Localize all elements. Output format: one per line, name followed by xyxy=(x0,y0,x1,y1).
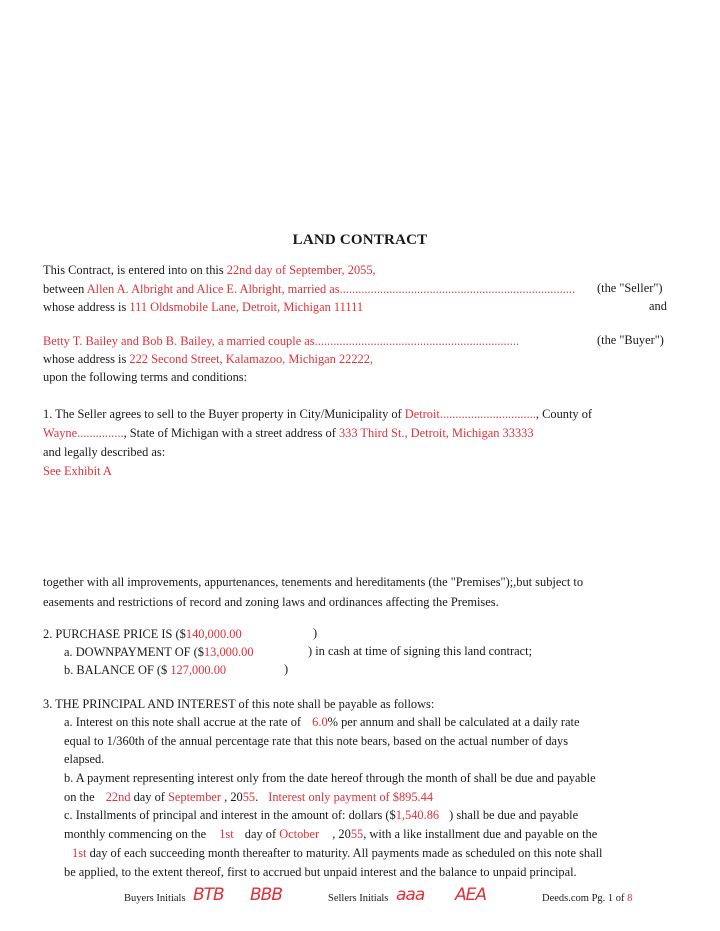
intro-prefix: This Contract, is entered into on this xyxy=(43,263,227,277)
installment-tail: ) shall be due and payable xyxy=(449,808,579,822)
installment-day: 1st xyxy=(219,827,234,841)
city-dots: ............................... xyxy=(439,407,536,421)
seller-initial-1: aaa xyxy=(396,885,425,905)
interest-rate: 6.0 xyxy=(312,715,328,729)
interest-line3: elapsed. xyxy=(64,752,105,766)
interest-only-day: 22nd xyxy=(105,790,131,804)
balance-close: ) xyxy=(284,662,289,676)
purchase-price-close: ) xyxy=(313,626,318,640)
interest-only-line1: b. A payment representing interest only from the date hereof through the month of shall be due and payable xyxy=(64,771,596,785)
installment-line2 xyxy=(64,826,597,842)
seller-role: (the "Seller") xyxy=(597,281,663,295)
city-value: Detroit xyxy=(404,407,440,421)
section3-heading: 3. THE PRINCIPAL AND INTEREST of this note shall be payable as follows: xyxy=(43,697,435,711)
commencing-text: monthly commencing on the xyxy=(64,827,210,841)
interest-only-year: 55 xyxy=(242,790,256,804)
purchase-price-label: 2. PURCHASE PRICE IS ($ xyxy=(43,627,186,641)
buyer-name: Betty T. Bailey and Bob B. Bailey, a married couple as xyxy=(43,334,315,348)
section1-line2 xyxy=(43,425,534,441)
terms-line: upon the following terms and conditions: xyxy=(43,370,248,384)
seller-address-line xyxy=(43,299,363,315)
interest-rate-text: a. Interest on this note shall accrue at the rate of xyxy=(64,715,305,729)
installment-line1 xyxy=(64,807,578,823)
between-label: between xyxy=(43,282,87,296)
succeeding-day: 1st xyxy=(72,846,87,860)
page-number xyxy=(542,893,632,904)
page-prefix: Deeds.com Pg. 1 of xyxy=(542,893,628,904)
installment-line2-tail: , with a like installment due and payable on the xyxy=(363,827,598,841)
succeeding-text: day of each succeeding month thereafter to maturity. All payments made as scheduled on this note shall xyxy=(86,846,603,860)
contract-date-line xyxy=(43,262,376,278)
installment-amount: 1,540.86 xyxy=(395,808,440,822)
seller-line xyxy=(43,281,575,297)
page-total: 8 xyxy=(627,893,633,904)
interest-only-payment: Interest only payment of $895.44 xyxy=(268,790,434,804)
interest-rate-line xyxy=(64,714,580,730)
seller-name: Allen A. Albright and Alice E. Albright, married as xyxy=(86,282,340,296)
interest-rate-tail: % per annum and shall be calculated at a daily rate xyxy=(327,715,580,729)
buyer-line xyxy=(43,333,519,349)
purchase-price: 140,000.00 xyxy=(185,627,242,641)
section1-line1 xyxy=(43,406,592,422)
purchase-price-line xyxy=(43,626,242,642)
buyer-address: 222 Second Street, Kalamazoo, Michigan 22222, xyxy=(129,352,374,366)
day-of-label: day of xyxy=(130,790,169,804)
downpayment-amount: 13,000.00 xyxy=(203,645,254,659)
balance-label: b. BALANCE OF ($ xyxy=(64,663,171,677)
interest-only-month: September xyxy=(168,790,222,804)
balance-line xyxy=(64,662,226,678)
buyers-initials-label: Buyers Initials xyxy=(124,893,186,904)
downpayment-label: a. DOWNPAYMENT OF ($ xyxy=(64,645,204,659)
balance-amount: 127,000.00 xyxy=(170,663,227,677)
day-of-label: day of xyxy=(241,827,280,841)
buyer-dots: .................................................................. xyxy=(314,334,520,348)
installment-year: 55 xyxy=(350,827,364,841)
county-value: Wayne xyxy=(43,426,78,440)
state-text: , State of Michigan with a street address of xyxy=(123,426,339,440)
seller-address: 111 Oldsmobile Lane, Detroit, Michigan 11111 xyxy=(129,300,364,314)
interest-line2: equal to 1/360th of the annual percentage rate that this note bears, based on the actual number of days xyxy=(64,734,569,748)
street-address: 333 Third St., Detroit, Michigan 33333 xyxy=(338,426,534,440)
county-dots: ............... xyxy=(77,426,124,440)
legal-description-label: and legally described as: xyxy=(43,445,166,459)
installment-text: c. Installments of principal and interest in the amount of: dollars ($ xyxy=(64,808,396,822)
buyer-address-line xyxy=(43,351,373,367)
installment-month: October xyxy=(279,827,320,841)
section1-text: 1. The Seller agrees to sell to the Buyer property in City/Municipality of xyxy=(43,407,405,421)
address-label: whose address is xyxy=(43,352,130,366)
on-the-label: on the xyxy=(64,790,98,804)
contract-date: 22nd day of September, 2055, xyxy=(226,263,376,277)
installment-line3 xyxy=(64,845,602,861)
address-label: whose address is xyxy=(43,300,130,314)
buyer-initial-1: BTB xyxy=(193,885,224,905)
period: . xyxy=(255,790,259,804)
year-prefix: , 20 xyxy=(329,827,351,841)
buyer-role: (the "Buyer") xyxy=(597,333,664,347)
seller-dots: ............................................................................ xyxy=(339,282,576,296)
installment-line4: be applied, to the extent thereof, first to accrued but unpaid interest and the balance to unpaid principal. xyxy=(64,865,577,879)
premises-line2: easements and restrictions of record and zoning laws and ordinances affecting the Premises. xyxy=(43,595,499,609)
downpayment-line xyxy=(64,644,254,660)
premises-line1: together with all improvements, appurtenances, tenements and hereditaments (the "Premises");,but subject to xyxy=(43,575,584,589)
and-label: and xyxy=(649,299,667,313)
county-label: , County of xyxy=(535,407,593,421)
buyer-initial-2: BBB xyxy=(250,885,282,905)
seller-initial-2: AEA xyxy=(455,885,486,905)
exhibit-reference: See Exhibit A xyxy=(43,464,112,478)
downpayment-tail: ) in cash at time of signing this land contract; xyxy=(308,644,533,658)
year-prefix: , 20 xyxy=(221,790,243,804)
sellers-initials-label: Sellers Initials xyxy=(328,893,389,904)
document-title: LAND CONTRACT xyxy=(292,232,428,248)
interest-only-line2 xyxy=(64,789,433,805)
